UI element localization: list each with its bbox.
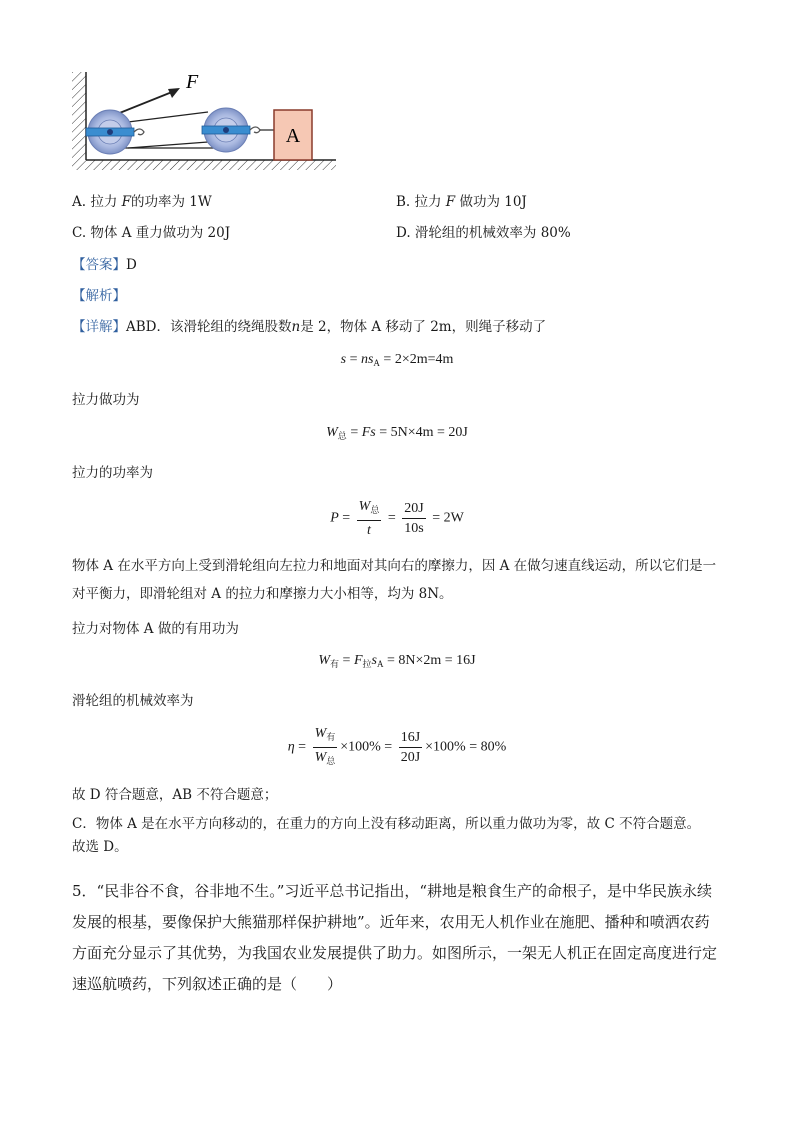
answer-value: D (126, 257, 137, 273)
option-d: D. 滑轮组的机械效率为 80% (396, 225, 571, 241)
work-intro: 拉力做功为 (72, 392, 140, 408)
wall-hatch (72, 72, 86, 160)
question-5: 5．“民非谷不食，谷非地不生。”习近平总书记指出，“耕地是粮食生产的命根子，是中华民族永续发展的根基，要像保护大熊猫那样保护耕地”。近年来，农用无人机作业在施肥、播种和喷洒农药方面充分显示了其优势，为我国农业发展提供了助力。如图所示，一架无人机正在固定高度进行定速巡航喷药，下列叙述正确的是（ ） (72, 882, 718, 993)
answer-line (72, 255, 137, 275)
equation-useful-work: $W_有 = F_拉s_A = 8N\times 2m = 16J$ (318, 653, 476, 669)
efficiency-intro: 滑轮组的机械效率为 (72, 693, 194, 709)
hook-1 (134, 129, 144, 135)
detail-intro: 【详解】ABD．该滑轮组的绕绳股数n是 2，物体 A 移动了 2m，则绳子移动了 (72, 319, 547, 335)
equation-power: P = $\frac{W_总}{t}$ = $\frac{20J}{10s}$ = 2W (330, 499, 464, 538)
fraction-power-1: $\frac{W_总}{t}$ (358, 499, 380, 538)
ground-hatch (72, 160, 336, 170)
block-a-label: A (285, 125, 301, 147)
answer-label: 【答案】 (72, 257, 126, 273)
rope-upper (128, 112, 208, 122)
force-label: F (186, 71, 199, 93)
equation-total-work: $W_总 = Fs = 5N\times 4m = 20J$ (326, 425, 468, 441)
fixed-pulley-axle (107, 129, 113, 135)
useful-intro: 拉力对物体 A 做的有用功为 (72, 621, 239, 637)
detail-label: 【详解】 (72, 319, 126, 335)
fraction-eff-1: $\frac{W_有}{W_总}$ (314, 726, 336, 766)
conclusion-d: 故 D 符合题意，AB 不符合题意； (72, 787, 278, 803)
analysis-label: 【解析】 (72, 288, 126, 304)
fraction-power-2: $\frac{20J}{10s}$ (404, 501, 424, 536)
movable-pulley-axle (223, 127, 229, 133)
fraction-eff-2: $\frac{16J}{20J}$ (400, 730, 421, 765)
option-b: B. 拉力 F 做功为 10J (396, 194, 527, 210)
equation-efficiency: η = $\frac{W_有}{W_总}$ ×100% = $\frac{16J}{20J}$ ×100% = 80% (0, 724, 794, 771)
rope-lower (128, 142, 208, 148)
pulley-figure (68, 68, 348, 180)
option-c: C. 物体 A 重力做功为 20J (72, 225, 231, 241)
option-a: A. 拉力 F的功率为 1W (72, 194, 212, 210)
equation-distance: $s = ns_A = 2\times 2m=4m$ (340, 352, 454, 368)
power-intro: 拉力的功率为 (72, 465, 153, 481)
force-paragraph: 物体 A 在水平方向上受到滑轮组向左拉力和地面对其向右的摩擦力，因 A 在做匀速直线运动，所以它们是一对平衡力，即滑轮组对 A 的拉力和摩擦力大小相等，均为 8N。 (72, 558, 717, 602)
force-arrowhead (168, 88, 180, 98)
hook-2 (250, 127, 260, 133)
final-answer: 故选 D。 (72, 839, 128, 855)
c-paragraph: C．物体 A 是在水平方向移动的，在重力的方向上没有移动距离，所以重力做功为零，故 C 不符合题意。 (72, 816, 701, 832)
